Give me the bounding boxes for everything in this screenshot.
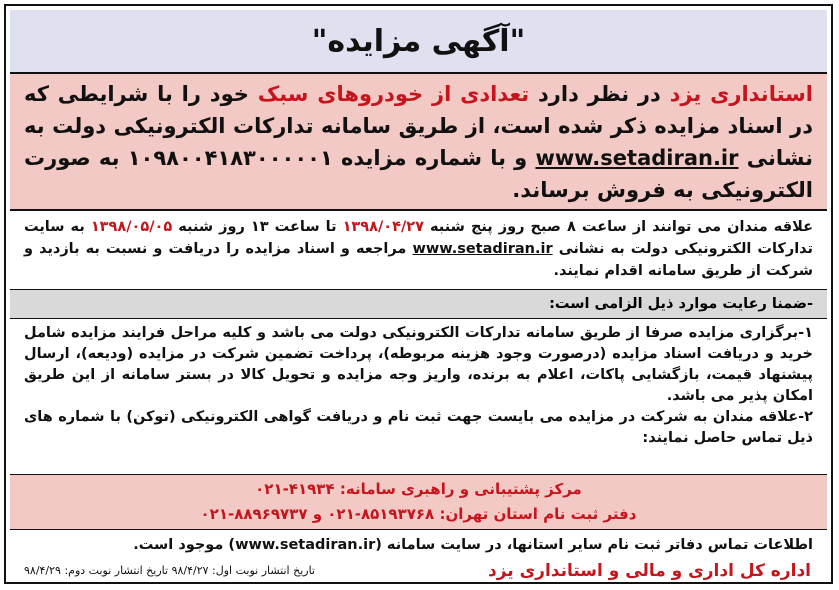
footer-text-2: ) موجود است.: [133, 537, 236, 553]
deadline-text-3: به سایت تدارکات الکترونیکی دولت به نشانی: [24, 219, 814, 257]
deadline-text-4: مراجعه و اسناد مزایده را دریافت و نسبت به بازدید و شرکت از طریق سامانه اقدام نمایند.: [24, 241, 813, 279]
intro-text-2: خود را با شرایطی که در اسناد مزایده ذکر شده است، از طریق سامانه تدارکات الکترونیکی دولت به نشانی: [24, 82, 813, 170]
requirement-item-1: ۱-برگزاری مزایده صرفا از طریق سامانه تدارکات الکترونیکی دولت می باشد و کلیه مراحل فرایند مزایده شامل خرید و دریافت اسناد مزایده (درصورت وجود هزینه مربوطه)، پرداخت تضمین شرکت در مزایده (ودیعه)، ارسال پیشنهاد قیمت، بازگشایی پاکات، اعلام به برنده، واریز وجه مزایده و تحویل کالا در بستر سامانه از این طریق امکان پذیر می باشد.: [24, 325, 813, 404]
issuing-office: اداره کل اداری و مالی و استانداری یزد: [487, 561, 811, 581]
tehran-office-phone: دفتر ثبت نام استان تهران: ۸۵۱۹۳۷۶۸-۰۲۱ و ۸۸۹۶۹۷۳۷-۰۲۱: [200, 505, 637, 523]
intro-text-3: و با شماره مزایده ۱۰۹۸۰۰۴۱۸۳۰۰۰۰۰۱ به صورت الکترونیکی به فروش برساند.: [24, 146, 813, 202]
footer-info: [10, 534, 827, 558]
publication-dates: تاریخ انتشار نوبت اول: ۹۸/۴/۲۷ تاریخ انتشار نوبت دوم: ۹۸/۴/۲۹: [24, 564, 315, 577]
requirement-item-2: ۲-علاقه مندان به شرکت در مزایده می بایست جهت ثبت نام و دریافت گواهی الکترونیکی (توکن) با شماره های ذیل تماس حاصل نمایند:: [24, 409, 813, 446]
ad-frame: [4, 4, 833, 584]
intro-text-1: در نظر دارد: [529, 82, 670, 106]
deadline-text-1: علاقه مندان می توانند از ساعت ۸ صبح روز پنج شنبه: [423, 219, 813, 235]
notice-line: -ضمنا رعایت موارد ذیل الزامی است:: [10, 289, 827, 319]
requirements-list: [10, 321, 827, 471]
intro-url-link[interactable]: www.setadiran.ir: [535, 146, 739, 170]
intro-subject: تعدادی از خودروهای سبک: [257, 82, 530, 106]
footer-text-1: اطلاعات تماس دفاتر ثبت نام سایر استانها، در سایت سامانه (: [375, 537, 813, 553]
deadline-text-2: تا ساعت ۱۳ روز شنبه: [172, 219, 343, 235]
support-center-phone: مرکز پشتیبانی و راهبری سامانه: ۴۱۹۳۴-۰۲۱: [255, 480, 582, 498]
deadline-start-date: ۱۳۹۸/۰۴/۲۷: [342, 219, 424, 235]
intro-organization: استانداری یزد: [669, 82, 813, 106]
title-banner: [10, 10, 827, 74]
ad-title: "آگهی مزایده": [311, 23, 526, 59]
deadline-paragraph: [10, 213, 827, 285]
footer-url-link[interactable]: www.setadiran.ir: [235, 537, 376, 553]
deadline-url-link[interactable]: www.setadiran.ir: [412, 241, 553, 257]
contact-box: [10, 474, 827, 530]
deadline-end-date: ۱۳۹۸/۰۵/۰۵: [90, 219, 173, 235]
intro-paragraph: [10, 74, 827, 211]
